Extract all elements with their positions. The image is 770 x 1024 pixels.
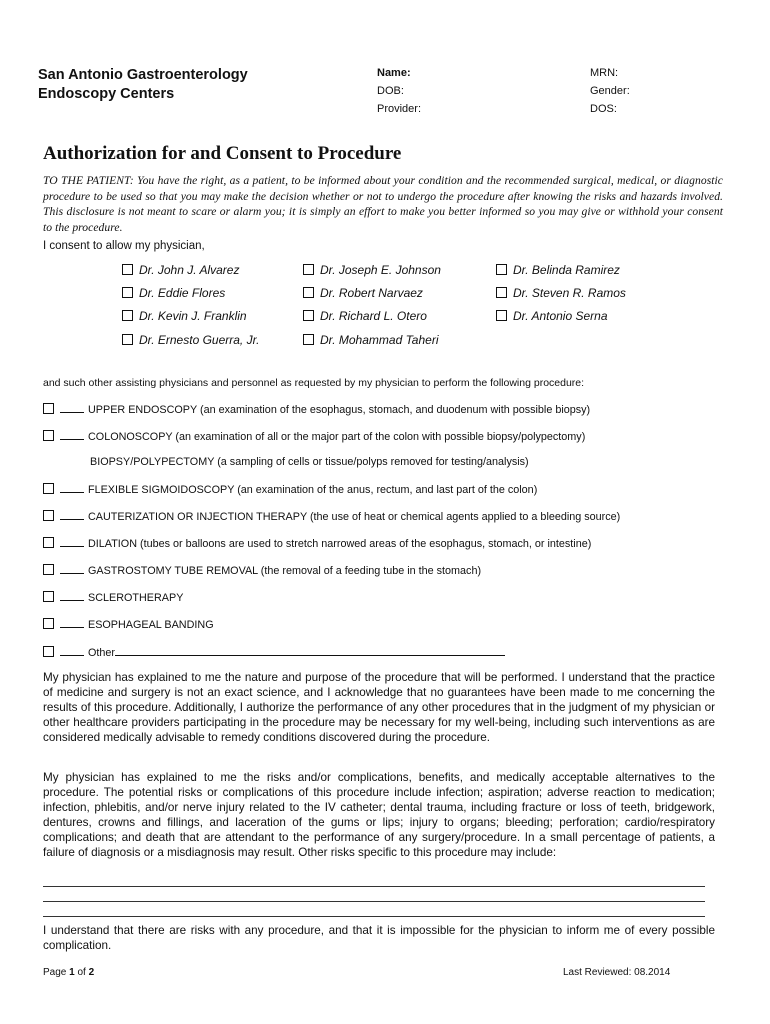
other-risks-line-1[interactable] (43, 886, 705, 887)
procedure-label: CAUTERIZATION OR INJECTION THERAPY (the use of heat or chemical agents applied to a bleeding source) (88, 511, 621, 523)
procedure-gastrostomy-removal[interactable] (43, 564, 481, 577)
checkbox-icon[interactable] (43, 591, 54, 602)
initials-blank[interactable] (60, 646, 84, 656)
checkbox-icon[interactable] (496, 264, 507, 275)
checkbox-icon[interactable] (122, 310, 133, 321)
page-total: 2 (88, 967, 95, 978)
procedure-label: SCLEROTHERAPY (88, 592, 184, 604)
risks-paragraph: My physician has explained to me the risks and/or complications, benefits, and medically acceptable alternatives to the procedure. The potential risks or complications of this procedure include infection; aspiration; adverse reaction to medication; infection, phlebitis, and/or nerve injury related to the IV catheter; dental trauma, including fracture or loss of teeth, bridgework, dentures, crowns and fillings, and laceration of the gums or lips; injury to organs; bleeding; perforation; cardio/respiratory complications; and death that are attendant to the performance of any surgery/procedure. In a small percentage of patients, a failure of diagnosis or a misdiagnosis may result. Other risks specific to this procedure may include: (43, 771, 715, 859)
procedure-label: FLEXIBLE SIGMOIDOSCOPY (an examination of the anus, rectum, and last part of the colon) (88, 484, 538, 496)
page-title: Authorization for and Consent to Procedure (43, 143, 402, 164)
initials-blank[interactable] (60, 510, 84, 520)
other-risks-line-2[interactable] (43, 901, 705, 902)
procedure-colonoscopy[interactable] (43, 430, 585, 443)
page-of: of (74, 967, 89, 978)
physician-checkbox-guerra[interactable] (122, 333, 259, 347)
physician-name: Dr. John J. Alvarez (139, 263, 240, 277)
checkbox-icon[interactable] (43, 510, 54, 521)
checkbox-icon[interactable] (303, 264, 314, 275)
checkbox-icon[interactable] (43, 430, 54, 441)
assist-line: and such other assisting physicians and personnel as requested by my physician to perform the following procedure: (43, 377, 585, 389)
initials-blank[interactable] (60, 483, 84, 493)
procedure-label: DILATION (tubes or balloons are used to stretch narrowed areas of the esophagus, stomach, or intestine) (88, 538, 592, 550)
checkbox-icon[interactable] (43, 618, 54, 629)
physician-checkbox-otero[interactable] (303, 309, 427, 323)
checkbox-icon[interactable] (43, 403, 54, 414)
initials-blank[interactable] (60, 537, 84, 547)
physician-name: Dr. Richard L. Otero (320, 309, 427, 323)
org-name-line2: Endoscopy Centers (38, 86, 175, 102)
procedure-flexible-sigmoidoscopy[interactable] (43, 483, 537, 496)
gender-label: Gender: (590, 85, 630, 97)
procedure-label: GASTROSTOMY TUBE REMOVAL (the removal of a feeding tube in the stomach) (88, 565, 482, 577)
physician-name: Dr. Joseph E. Johnson (320, 263, 441, 277)
physician-name: Dr. Eddie Flores (139, 286, 226, 300)
physician-checkbox-serna[interactable] (496, 309, 608, 323)
checkbox-icon[interactable] (43, 537, 54, 548)
physician-name: Dr. Steven R. Ramos (513, 286, 626, 300)
procedure-label: COLONOSCOPY (an examination of all or the major part of the colon with possible biopsy/polypectomy) (88, 431, 586, 443)
physician-checkbox-ramirez[interactable] (496, 263, 620, 277)
other-label: Other (88, 647, 116, 659)
checkbox-icon[interactable] (43, 564, 54, 575)
procedure-sclerotherapy[interactable] (43, 591, 183, 604)
initials-blank[interactable] (60, 430, 84, 440)
checkbox-icon[interactable] (122, 264, 133, 275)
checkbox-icon[interactable] (303, 287, 314, 298)
procedure-upper-endoscopy[interactable] (43, 403, 590, 416)
other-text-field[interactable] (115, 646, 505, 656)
initials-blank[interactable] (60, 618, 84, 628)
physician-checkbox-johnson[interactable] (303, 263, 441, 277)
explanation-paragraph: My physician has explained to me the nature and purpose of the procedure that will be performed. I understand that the practice of medicine and surgery is not an exact science, and I acknowledge that no guarantees have been made to me concerning the results of this procedure. Additionally, I authorize the performance of any other procedures that in the judgment of my physician or other healthcare providers participating in the procedure may be necessary for my well-being, including such interventions as are considered medically advisable to remedy conditions discovered during the procedure. (43, 671, 715, 744)
name-label: Name: (377, 67, 411, 79)
procedure-esophageal-banding[interactable] (43, 618, 214, 631)
physician-checkbox-taheri[interactable] (303, 333, 439, 347)
intro-paragraph: TO THE PATIENT: You have the right, as a patient, to be informed about your condition and the recommended surgical, medical, or diagnostic procedure to be used so that you may make the decision whether or not to undergo the procedure after knowing the risks and hazards involved. This disclosure is not meant to scare or alarm you; it is simply an effort to make you better informed so you may give or withhold your consent to the procedure. (43, 174, 723, 234)
page-number (43, 967, 94, 978)
checkbox-icon[interactable] (303, 334, 314, 345)
checkbox-icon[interactable] (43, 646, 54, 657)
consent-line: I consent to allow my physician, (43, 240, 205, 252)
dob-label: DOB: (377, 85, 404, 97)
procedure-other[interactable] (43, 646, 505, 659)
patient-info-left (377, 64, 421, 118)
physician-checkbox-ramos[interactable] (496, 286, 626, 300)
last-reviewed: Last Reviewed: 08.2014 (563, 967, 671, 978)
physician-name: Dr. Kevin J. Franklin (139, 309, 247, 323)
physician-name: Dr. Antonio Serna (513, 309, 608, 323)
risks-acknowledgement: I understand that there are risks with any procedure, and that it is impossible for the physician to inform me of every possible complication. (43, 924, 715, 952)
provider-label: Provider: (377, 103, 422, 115)
checkbox-icon[interactable] (496, 310, 507, 321)
physician-name: Dr. Belinda Ramirez (513, 263, 620, 277)
checkbox-icon[interactable] (122, 334, 133, 345)
initials-blank[interactable] (60, 564, 84, 574)
org-name-line1: San Antonio Gastroenterology (38, 67, 248, 83)
physician-name: Dr. Mohammad Taheri (320, 333, 439, 347)
checkbox-icon[interactable] (303, 310, 314, 321)
patient-info-right (590, 64, 630, 118)
physician-name: Dr. Robert Narvaez (320, 286, 423, 300)
initials-blank[interactable] (60, 591, 84, 601)
physician-name: Dr. Ernesto Guerra, Jr. (139, 333, 260, 347)
procedure-dilation[interactable] (43, 537, 591, 550)
checkbox-icon[interactable] (496, 287, 507, 298)
procedure-cauterization[interactable] (43, 510, 620, 523)
page-prefix: Page (43, 967, 70, 978)
checkbox-icon[interactable] (43, 483, 54, 494)
page-current: 1 (69, 967, 75, 978)
other-risks-line-3[interactable] (43, 916, 705, 917)
mrn-label: MRN: (590, 67, 619, 79)
dos-label: DOS: (590, 103, 617, 115)
checkbox-icon[interactable] (122, 287, 133, 298)
biopsy-line: BIOPSY/POLYPECTOMY (a sampling of cells or tissue/polyps removed for testing/analysis) (90, 456, 529, 468)
procedure-label: ESOPHAGEAL BANDING (88, 619, 214, 631)
physician-checkbox-franklin[interactable] (122, 309, 247, 323)
org-name (38, 66, 248, 104)
physician-checkbox-narvaez[interactable] (303, 286, 423, 300)
procedure-label: UPPER ENDOSCOPY (an examination of the esophagus, stomach, and duodenum with possible biopsy) (88, 404, 591, 416)
initials-blank[interactable] (60, 403, 84, 413)
physician-checkbox-flores[interactable] (122, 286, 225, 300)
physician-checkbox-alvarez[interactable] (122, 263, 239, 277)
